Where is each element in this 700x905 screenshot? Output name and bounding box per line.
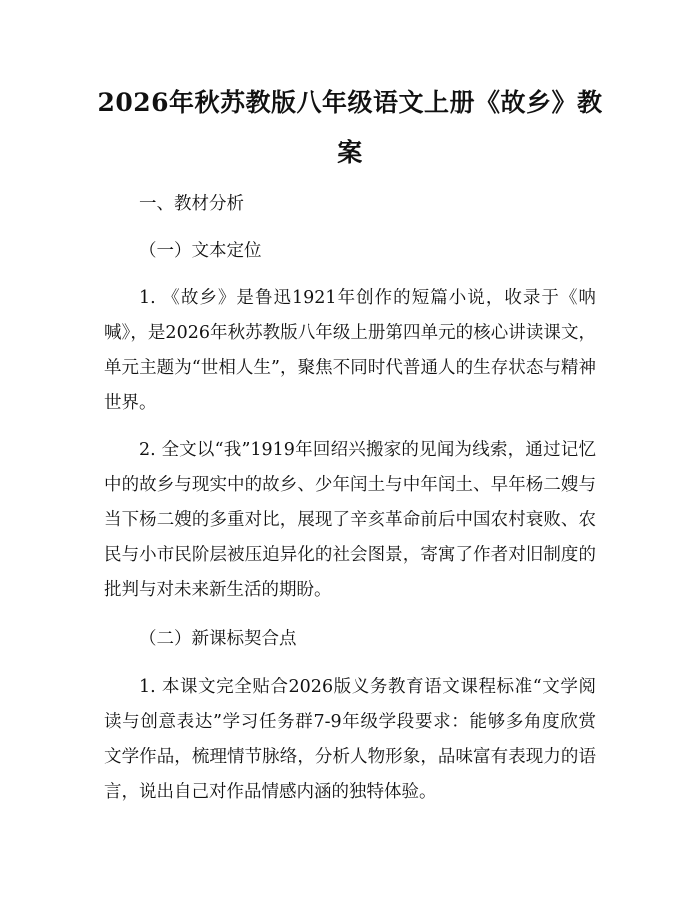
paragraph-text-positioning-2: 2. 全文以“我”1919年回绍兴搬家的见闻为线索，通过记忆中的故乡与现实中的故乡、少年闰土与中年闰土、早年杨二嫂与当下杨二嫂的多重对比，展现了辛亥革命前后中国农村衰败、农民与小市民阶层被压迫异化的社会图景，寄寓了作者对旧制度的批判与对未来新生活的期盼。 xyxy=(104,440,596,600)
section-heading-textbook-analysis: 一、教材分析 xyxy=(139,194,244,214)
document-title: 2026年秋苏教版八年级语文上册《故乡》教案 xyxy=(97,88,603,167)
paragraph-curriculum-alignment-1: 1. 本课文完全贴合2026版义务教育语文课程标准“文学阅读与创意表达”学习任务群7-9年级学段要求：能够多角度欣赏文学作品，梳理情节脉络，分析人物形象，品味富有表现力的语言，说出自己对作品情感内涵的独特体验。 xyxy=(104,677,596,802)
subsection-heading-curriculum-alignment: （二）新课标契合点 xyxy=(139,629,297,649)
paragraph-text-positioning-1: 1. 《故乡》是鲁迅1921年创作的短篇小说，收录于《呐喊》，是2026年秋苏教版八年级上册第四单元的核心讲读课文，单元主题为“世相人生”，聚焦不同时代普通人的生存状态与精神世界。 xyxy=(104,288,596,413)
subsection-heading-text-positioning: （一）文本定位 xyxy=(139,241,262,261)
